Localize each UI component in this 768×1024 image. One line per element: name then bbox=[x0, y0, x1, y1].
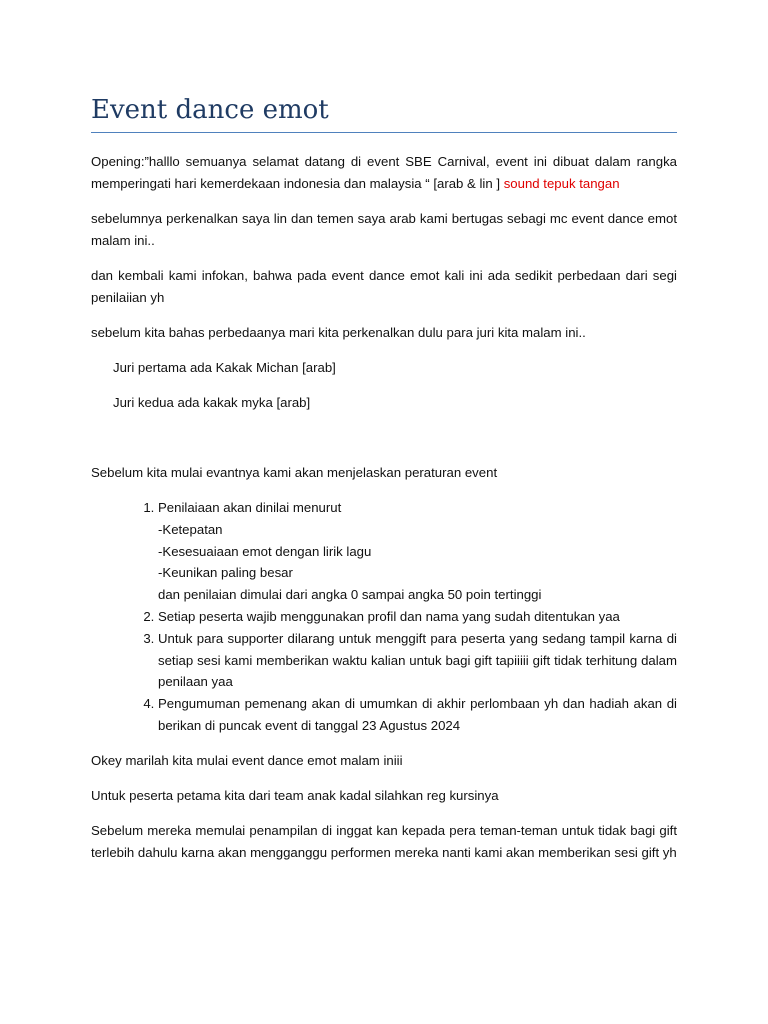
document-page bbox=[91, 92, 677, 864]
first-team-paragraph: Untuk peserta petama kita dari team anak kadal silahkan reg kursinya bbox=[91, 787, 499, 803]
rule-item: 2. Setiap peserta wajib menggunakan profil dan nama yang sudah ditentukan yaa bbox=[158, 606, 677, 628]
rule-line: dan penilaian dimulai dari angka 0 sampai angka 50 poin tertinggi bbox=[158, 587, 542, 603]
rule-item bbox=[158, 497, 677, 606]
info-paragraph: dan kembali kami infokan, bahwa pada event dance emot kali ini ada sedikit perbedaan dari segi penilaiian yh bbox=[91, 268, 677, 305]
opening-text: Opening:”halllo semuanya selamat datang di event SBE Carnival, event ini dibuat dalam rangka memperingati hari kemerdekaan indonesia dan malaysia “ [arab & lin ] bbox=[91, 154, 677, 191]
rule-item: 3. Untuk para supporter dilarang untuk menggift para peserta yang sedang tampil karna di setiap sesi kami memberikan waktu kalian untuk bagi gift tapiiiii gift tidak terhitung dalam penilaan yaa bbox=[158, 628, 677, 693]
juri-second: Juri kedua ada kakak myka [arab] bbox=[113, 395, 311, 410]
rule-item: 4. Pengumuman pemenang akan di umumkan di akhir perlombaan yh dan hadiah akan di berikan di puncak event di tanggal 23 Agustus 2024 bbox=[158, 693, 677, 737]
gift-paragraph: Sebelum mereka memulai penampilan di inggat kan kepada pera teman-teman untuk tidak bagi gift terlebih dahulu karna akan mengganggu performen mereka nanti kami akan memberikan sesi gift yh bbox=[91, 822, 677, 860]
rule-line: 1. Penilaiaan akan dinilai menurut bbox=[158, 500, 342, 515]
rule-line: -Kesesuaiaan emot dengan lirik lagu bbox=[158, 543, 372, 559]
start-paragraph: Okey marilah kita mulai event dance emot malam iniii bbox=[91, 752, 403, 768]
rule-line: -Keunikan paling besar bbox=[158, 565, 293, 581]
juri-first: Juri pertama ada Kakak Michan [arab] bbox=[113, 360, 336, 375]
intro-paragraph: sebelumnya perkenalkan saya lin dan temen saya arab kami bertugas sebagi mc event dance emot malam ini.. bbox=[91, 211, 677, 248]
sound-cue: sound tepuk tangan bbox=[503, 176, 620, 191]
rule-line: -Ketepatan bbox=[158, 521, 223, 537]
document-title: Event dance emot bbox=[91, 92, 677, 133]
opening-paragraph bbox=[91, 151, 677, 195]
juri-intro-paragraph: sebelum kita bahas perbedaanya mari kita perkenalkan dulu para juri kita malam ini.. bbox=[91, 325, 586, 340]
rules-intro-paragraph: Sebelum kita mulai evantnya kami akan menjelaskan peraturan event bbox=[91, 465, 498, 480]
rules-list bbox=[91, 497, 677, 737]
